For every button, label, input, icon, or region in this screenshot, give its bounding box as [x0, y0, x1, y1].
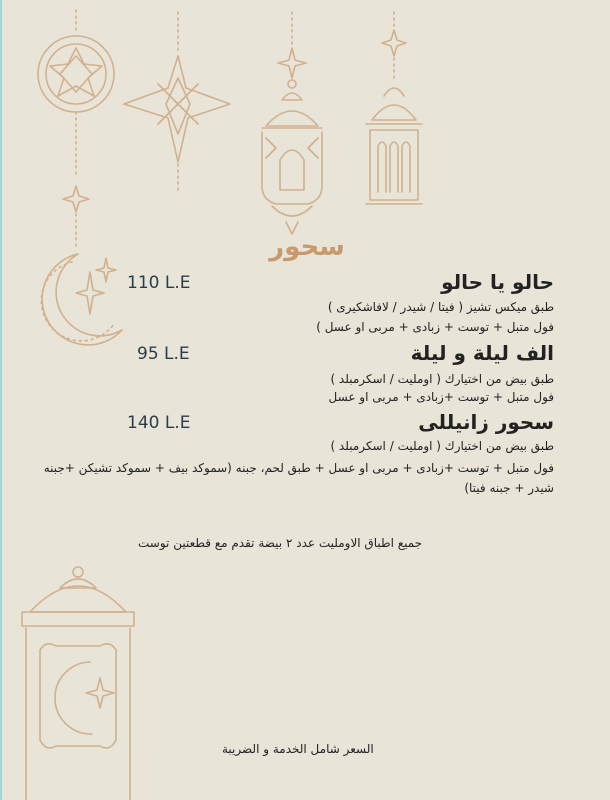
lantern-icon: [22, 567, 134, 800]
page-title: سحور: [269, 232, 345, 262]
omelette-note: جميع اطباق الاومليت عدد ٢ بيضة تقدم مع قطعتين توست: [138, 536, 423, 550]
menu-item-price: 95 L.E: [137, 344, 190, 364]
lantern-icon: [262, 12, 322, 234]
menu-item-price: 110 L.E: [127, 273, 191, 293]
menu-item-description: طبق بيض من اختيارك ( اومليت / اسكرمبلد ): [330, 372, 554, 386]
menu-item-name: الف ليلة و ليلة: [410, 341, 554, 365]
small-star-icon: [63, 186, 89, 212]
menu-item-description: فول متبل + توست +زبادى + مربى او عسل + طبق لحم، جبنه (سموكد بيف + سموكد تشيكن +جبنه شيدر + جبنه فيتا): [43, 461, 554, 495]
crescent-icon: [41, 254, 122, 345]
menu-item-description: فول متبل + توست + زبادى + مربى او عسل ): [316, 320, 554, 334]
menu-item-description: فول متبل + توست +زبادى + مربى او عسل: [328, 390, 554, 404]
menu-item-price: 140 L.E: [127, 413, 191, 433]
price-footer-note: السعر شامل الخدمة و الضريبة: [222, 742, 374, 756]
menu-item-description: طبق بيض من اختيارك ( اومليت / اسكرمبلد ): [330, 439, 554, 453]
menu-item-description: طبق ميكس تشيز ( فيتا / شيدر / لافاشكيرى ): [327, 300, 554, 314]
menu-item-name: سحور زانيللى: [418, 410, 554, 434]
rosette-icon: [38, 10, 114, 178]
lantern-icon: [366, 12, 422, 204]
star-icon: [124, 12, 230, 194]
menu-item-name: حالو يا حالو: [441, 270, 554, 294]
